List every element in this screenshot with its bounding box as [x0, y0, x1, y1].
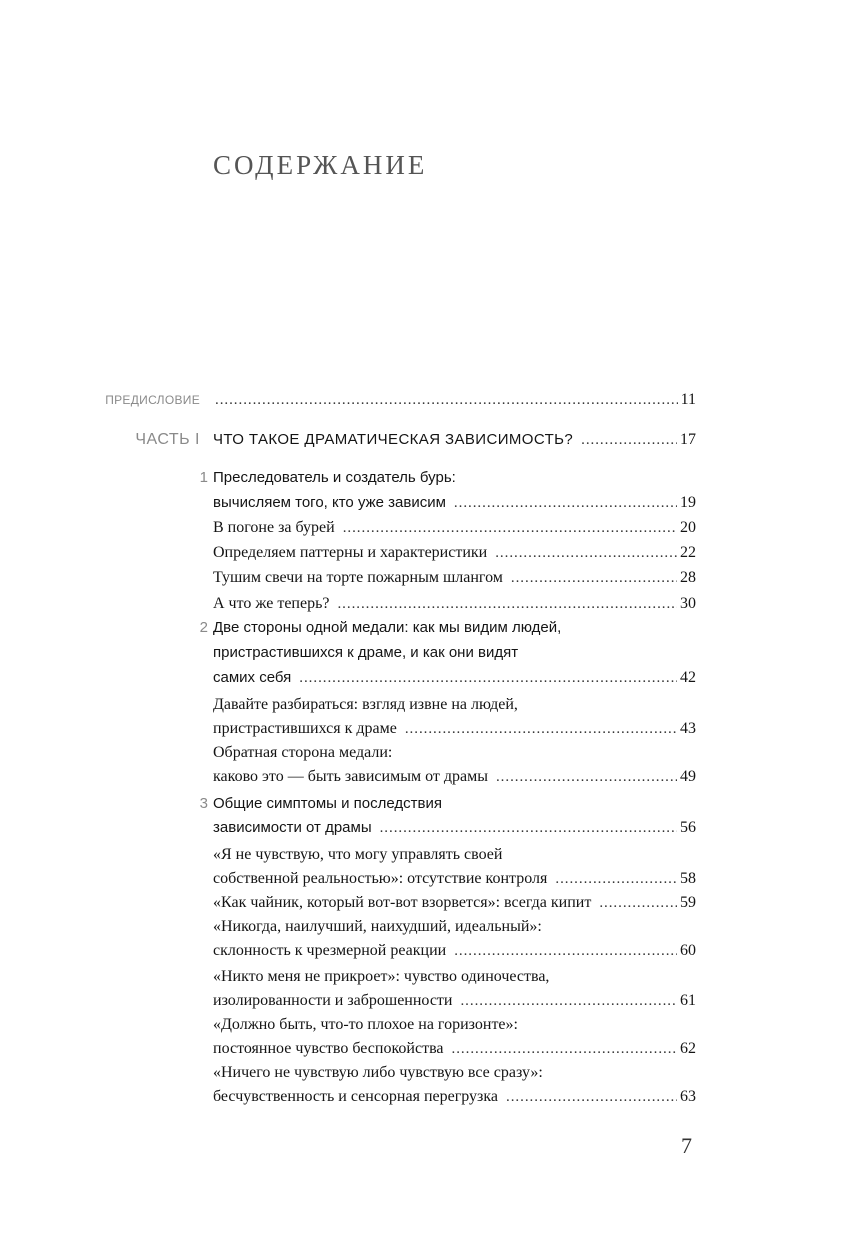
- entry-title: А что же теперь?: [213, 595, 330, 612]
- entry-title: Тушим свечи на торте пожарным шлангом: [213, 569, 503, 586]
- toc-entry: [0, 693, 844, 717]
- page-ref: 61: [680, 992, 696, 1009]
- toc-line: [213, 792, 696, 816]
- toc-line: [213, 915, 696, 939]
- toc-entry: [0, 641, 844, 665]
- dot-leader: [343, 516, 677, 540]
- toc-entry: [0, 717, 844, 741]
- page-ref: 19: [680, 494, 696, 511]
- page-ref: 63: [680, 1088, 696, 1105]
- entry-title: постоянное чувство беспокойства: [213, 1040, 444, 1057]
- toc-entry: [0, 843, 844, 867]
- toc-line: [213, 989, 696, 1013]
- toc-line: [213, 666, 696, 690]
- toc-line: [213, 428, 696, 452]
- toc-entry: [0, 388, 844, 412]
- toc-line: [213, 816, 696, 840]
- toc-entry: [0, 616, 844, 640]
- page-ref: 49: [680, 768, 696, 785]
- toc-line: [213, 843, 696, 867]
- toc-line: [213, 965, 696, 989]
- entry-title: пристрастившихся к драме: [213, 720, 397, 737]
- entry-title: Давайте разбираться: взгляд извне на людей,: [213, 696, 518, 713]
- page-ref: 62: [680, 1040, 696, 1057]
- entry-title: бесчувственность и сенсорная перегрузка: [213, 1088, 499, 1105]
- toc-line: [213, 1013, 696, 1037]
- toc-line: [213, 466, 696, 490]
- entry-title: «Никто меня не прикроет»: чувство одиночества,: [213, 968, 550, 985]
- entry-title: каково это — быть зависимым от драмы: [213, 768, 488, 785]
- toc-entry: [0, 1061, 844, 1085]
- dot-leader: [454, 939, 677, 963]
- entry-title: Определяем паттерны и характеристики: [213, 544, 488, 561]
- entry-title: Преследователь и создатель бурь:: [213, 469, 456, 486]
- dot-leader: [555, 867, 677, 891]
- toc-line: [213, 939, 696, 963]
- dot-leader: [452, 1037, 677, 1061]
- toc-entry: [0, 541, 844, 565]
- chapter-number: 1: [199, 469, 208, 486]
- toc-entry: [0, 1013, 844, 1037]
- toc-line: [213, 516, 696, 540]
- entry-title: «Должно быть, что-то плохое на горизонте»:: [213, 1016, 518, 1033]
- page-title: СОДЕРЖАНИЕ: [213, 150, 428, 180]
- page-ref: 30: [680, 595, 696, 612]
- entry-title: собственной реальностью»: отсутствие контроля: [213, 870, 548, 887]
- toc-entry: [0, 891, 844, 915]
- page-ref: 17: [680, 431, 696, 448]
- entry-title: зависимости от драмы: [213, 819, 372, 836]
- chapter-number: 3: [199, 795, 208, 812]
- entry-title: пристрастившихся к драме, и как они видят: [213, 644, 519, 661]
- entry-title: вычисляем того, кто уже зависим: [213, 494, 446, 511]
- toc-line: [213, 491, 696, 515]
- dot-leader: [495, 541, 677, 565]
- toc-line: [213, 388, 696, 412]
- toc-entry: [0, 989, 844, 1013]
- dot-leader: [496, 765, 677, 789]
- dot-leader: [215, 388, 678, 412]
- toc-line: [213, 717, 696, 741]
- toc-entry: [0, 816, 844, 840]
- toc-line: [213, 616, 696, 640]
- page-ref: 43: [680, 720, 696, 737]
- entry-title: «Я не чувствую, что могу управлять своей: [213, 846, 503, 863]
- entry-title: В погоне за бурей: [213, 519, 335, 536]
- entry-title: Две стороны одной медали: как мы видим людей,: [213, 619, 562, 636]
- page-number: 7: [681, 1133, 692, 1158]
- toc-entry: [0, 792, 844, 816]
- entry-title: самих себя: [213, 669, 292, 686]
- toc-line: [213, 1037, 696, 1061]
- dot-leader: [581, 428, 677, 452]
- toc-entry: [0, 592, 844, 616]
- toc-entry: [0, 666, 844, 690]
- dot-leader: [405, 717, 677, 741]
- entry-title: «Как чайник, который вот-вот взорвется»: всегда кипит: [213, 894, 592, 911]
- toc-entry: [0, 765, 844, 789]
- chapter-number: 2: [199, 619, 208, 636]
- dot-leader: [454, 491, 677, 515]
- toc-entry: [0, 915, 844, 939]
- page-ref: 22: [680, 544, 696, 561]
- toc-entry: [0, 965, 844, 989]
- toc-entry: [0, 939, 844, 963]
- entry-title: изолированности и заброшенности: [213, 992, 453, 1009]
- page-ref: 59: [680, 894, 696, 911]
- entry-title: склонность к чрезмерной реакции: [213, 942, 447, 959]
- toc-line: [213, 693, 696, 717]
- toc-line: [213, 891, 696, 915]
- toc-line: [213, 541, 696, 565]
- page-ref: 56: [680, 819, 696, 836]
- page-ref: 20: [680, 519, 696, 536]
- section-label: ЧАСТЬ I: [135, 431, 200, 448]
- toc-line: [213, 867, 696, 891]
- toc-entry: [0, 428, 844, 452]
- page-ref: 11: [680, 391, 696, 408]
- toc-line: [213, 1085, 696, 1109]
- entry-title: ЧТО ТАКОЕ ДРАМАТИЧЕСКАЯ ЗАВИСИМОСТЬ?: [213, 431, 574, 448]
- section-label: ПРЕДИСЛОВИЕ: [105, 393, 200, 407]
- toc-line: [213, 566, 696, 590]
- page-ref: 58: [680, 870, 696, 887]
- toc-line: [213, 741, 696, 765]
- toc-entry: [0, 491, 844, 515]
- toc-entry: [0, 466, 844, 490]
- entry-title: Общие симптомы и последствия: [213, 795, 442, 812]
- dot-leader: [337, 592, 677, 616]
- dot-leader: [599, 891, 677, 915]
- toc-line: [213, 765, 696, 789]
- toc-entry: [0, 1085, 844, 1109]
- entry-title: «Ничего не чувствую либо чувствую все сразу»:: [213, 1064, 543, 1081]
- toc-line: [213, 592, 696, 616]
- dot-leader: [506, 1085, 677, 1109]
- dot-leader: [299, 666, 677, 690]
- toc-entry: [0, 741, 844, 765]
- dot-leader: [511, 566, 677, 590]
- entry-title: «Никогда, наилучший, наихудший, идеальный»:: [213, 918, 542, 935]
- toc-entry: [0, 516, 844, 540]
- toc-entry: [0, 867, 844, 891]
- page-ref: 60: [680, 942, 696, 959]
- page-ref: 28: [680, 569, 696, 586]
- dot-leader: [380, 816, 677, 840]
- toc-line: [213, 641, 696, 665]
- toc-entry: [0, 1037, 844, 1061]
- entry-title: Обратная сторона медали:: [213, 744, 393, 761]
- page-ref: 42: [680, 669, 696, 686]
- dot-leader: [460, 989, 677, 1013]
- toc-line: [213, 1061, 696, 1085]
- toc-entry: [0, 566, 844, 590]
